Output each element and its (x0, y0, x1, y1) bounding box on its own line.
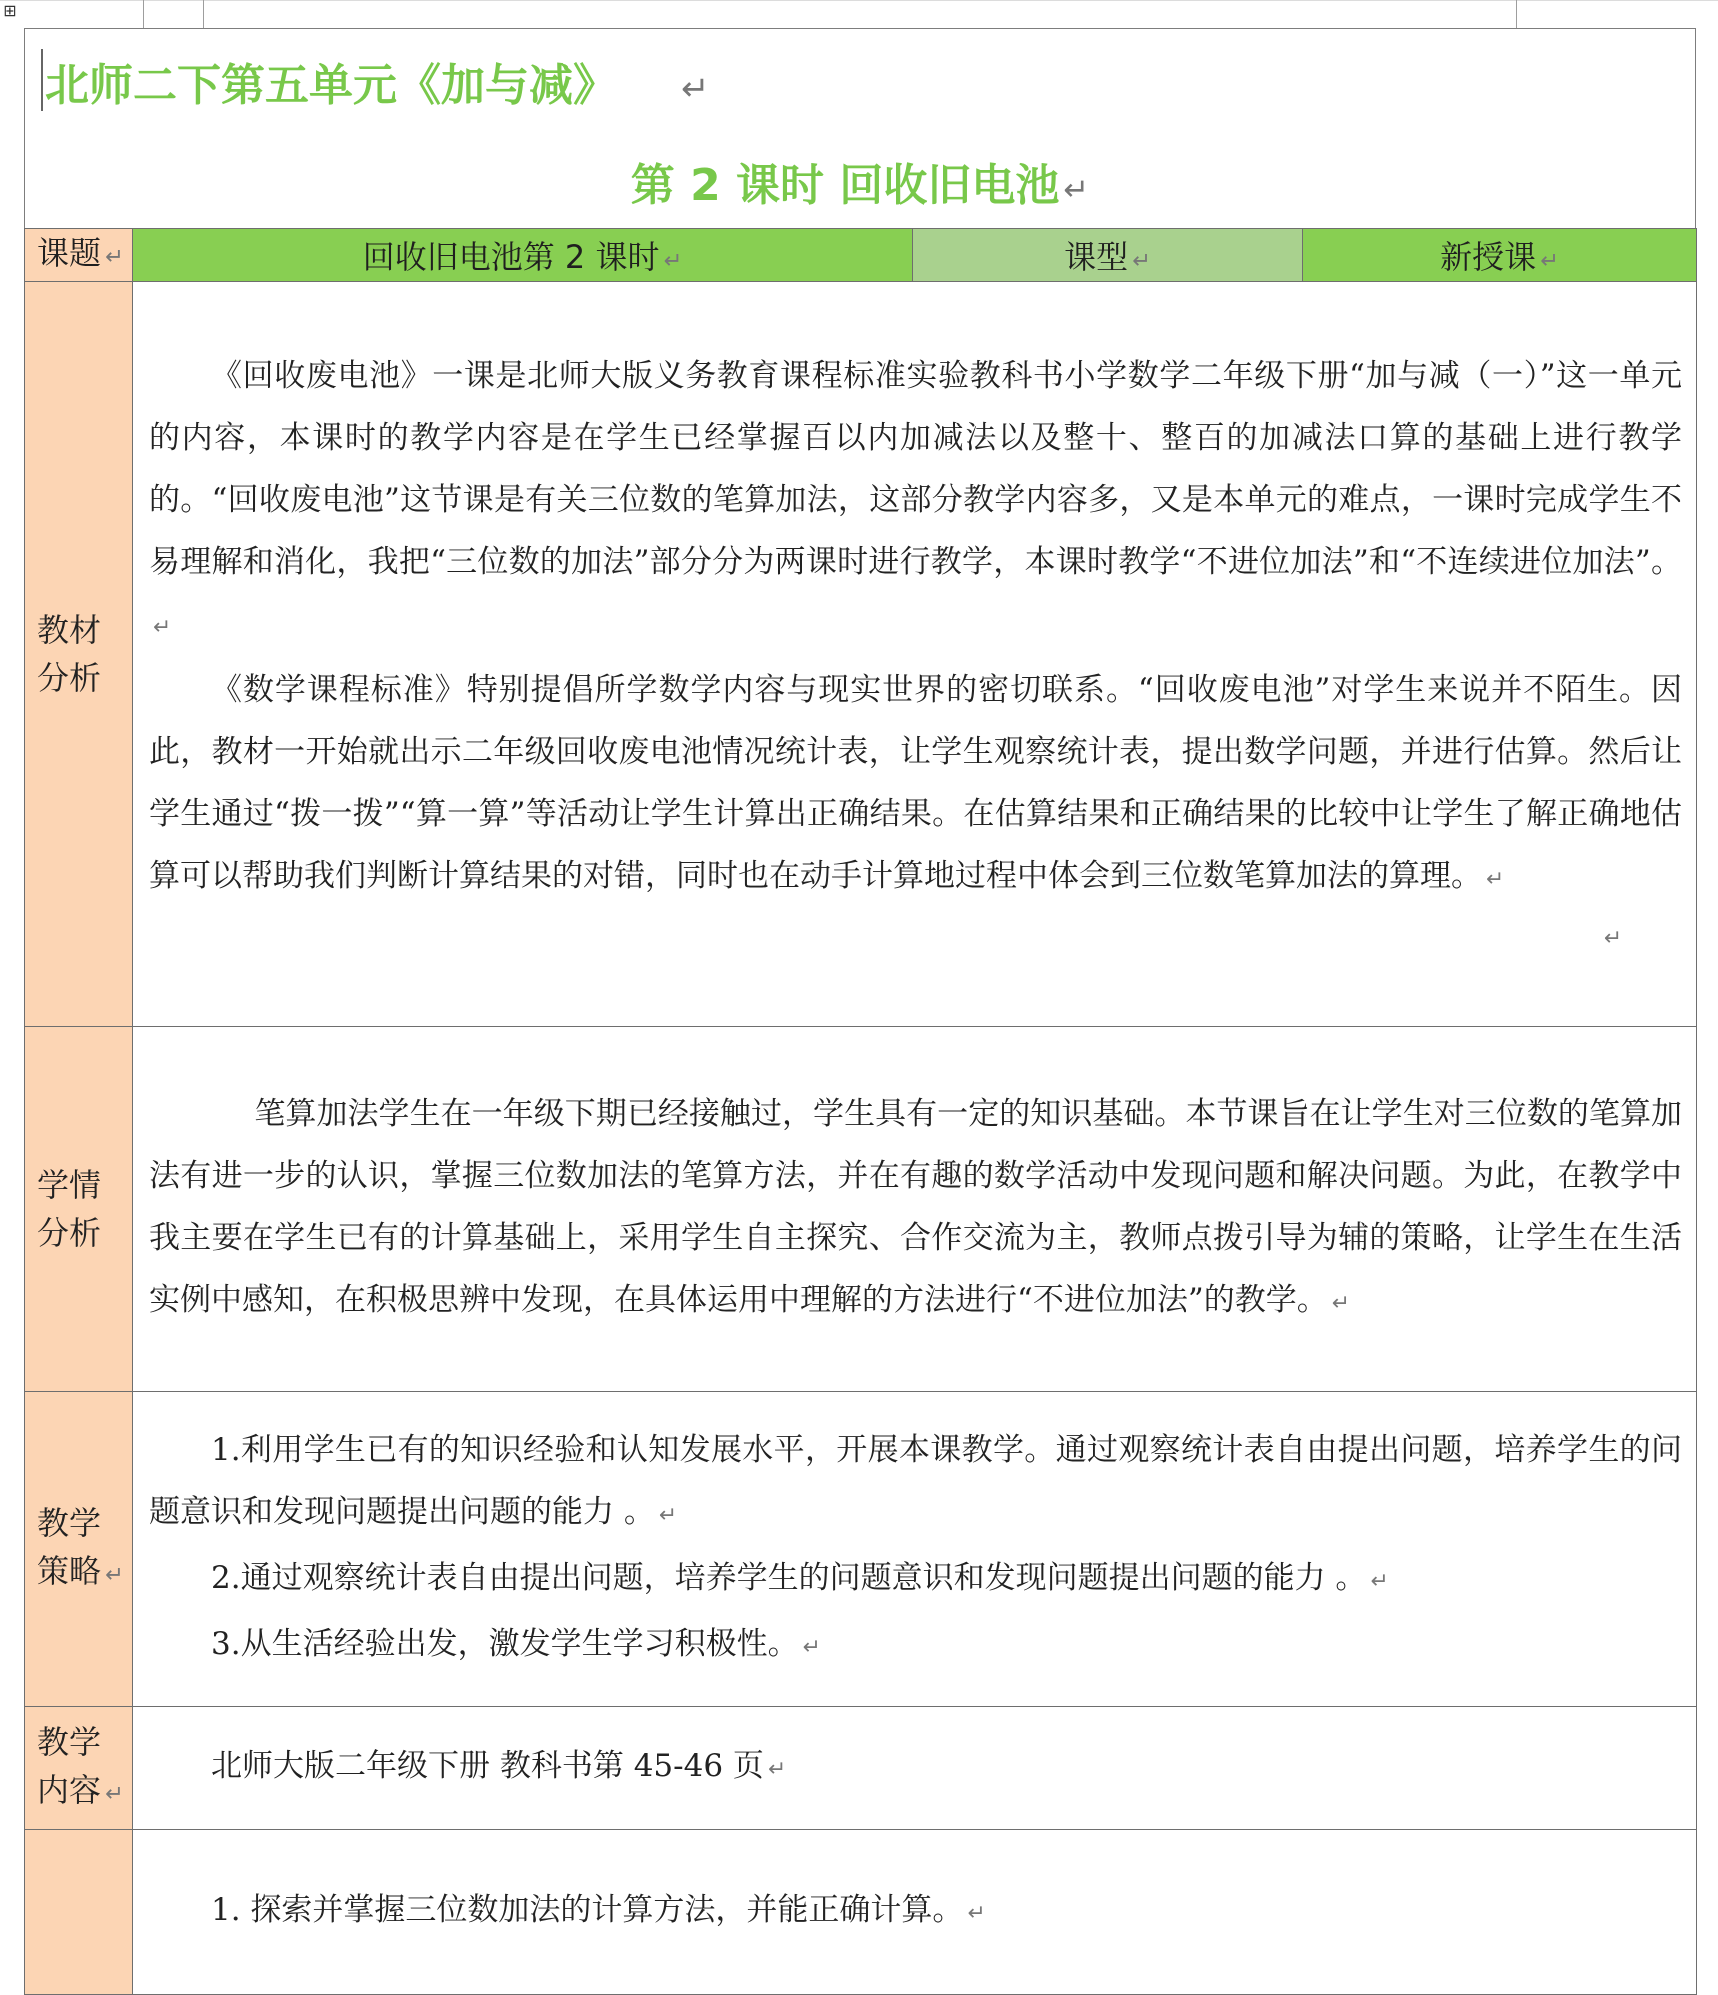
cell-end-mark-icon: ↵ (663, 248, 683, 274)
table-row-material-analysis (25, 282, 1697, 1027)
content-paragraph (149, 1735, 1682, 1801)
student-label: 学情分析 (37, 1166, 102, 1252)
paragraph-mark-icon: ↵ (802, 1635, 821, 1660)
strategy-item-3 (149, 1613, 1682, 1679)
cell-type-label[interactable] (913, 229, 1303, 282)
student-text: 笔算加法学生在一年级下期已经接触过，学生具有一定的知识基础。本节课旨在让学生对三位数的笔算加法有进一步的认识，掌握三位数加法的笔算方法，并在有趣的数学活动中发现问题和解决问题。为此，在教学中我主要在学生已有的计算基础上，采用学生自主探究、合作交流为主，教师点拨引导为辅的策略，让学生在生活实例中感知，在积极思辨中发现，在具体运用中理解的方法进行“不进位加法”的教学。 (149, 1096, 1682, 1318)
paragraph-mark-icon: ↵ (1603, 926, 1622, 951)
subtitle-text: 第 2 课时 回收旧电池 (630, 160, 1060, 211)
analysis-paragraph-2 (149, 659, 1682, 911)
ruler-tick (1516, 0, 1517, 28)
title-block (24, 28, 1696, 228)
type-label: 课型 (1064, 238, 1129, 276)
cell-content-label[interactable] (25, 1707, 133, 1830)
cell-student-label[interactable] (25, 1027, 133, 1392)
ruler-tick (203, 0, 204, 28)
analysis-text-2: 《数学课程标准》特别提倡所学数学内容与现实世界的密切联系。“回收废电池”对学生来说并不陌生。因此，教材一开始就出示二年级回收废电池情况统计表，让学生观察统计表，提出数学问题，并进行估算。然后让学生通过“拨一拨”“算一算”等活动让学生计算出正确结果。在估算结果和正确结果的比较中让学生了解正确地估算可以帮助我们判断计算结果的对错，同时也在动手计算地过程中体会到三位数笔算加法的算理。 (149, 672, 1682, 894)
topic-value: 回收旧电池第 2 课时 (362, 238, 660, 276)
table-row-topic (25, 229, 1697, 282)
strategy-item-1 (149, 1419, 1682, 1547)
strategy-label: 教学策略 (37, 1504, 102, 1590)
cell-topic-value[interactable] (133, 229, 913, 282)
table-move-handle-icon[interactable]: ⊞ (3, 0, 17, 20)
title-text: 北师二下第五单元《加与减》 (45, 60, 617, 111)
cell-strategy-label[interactable] (25, 1392, 133, 1707)
cell-student-body[interactable] (133, 1027, 1697, 1392)
ruler-tick (143, 0, 144, 28)
ruler-top-line (0, 0, 1718, 1)
paragraph-mark-icon: ↵ (1331, 1291, 1350, 1316)
paragraph-mark-icon: ↵ (681, 69, 710, 109)
paragraph-mark-icon: ↵ (967, 1901, 986, 1926)
cell-type-value[interactable] (1303, 229, 1697, 282)
empty-paragraph (149, 911, 1682, 963)
strategy-text-1: 1.利用学生已有的知识经验和认知发展水平，开展本课教学。通过观察统计表自由提出问题，培养学生的问题意识和发现问题提出问题的能力 。 (149, 1432, 1682, 1530)
cell-content-body[interactable] (133, 1707, 1697, 1830)
content-label: 教学内容 (37, 1723, 102, 1809)
table-row-teaching-strategy (25, 1392, 1697, 1707)
strategy-text-3: 3.从生活经验出发，激发学生学习积极性。 (211, 1626, 799, 1662)
content-text: 北师大版二年级下册 教科书第 45-46 页 (211, 1748, 764, 1784)
goal-text-1: 1. 探索并掌握三位数加法的计算方法，并能正确计算。 (211, 1892, 964, 1928)
cell-goal-body[interactable] (133, 1830, 1697, 1995)
cell-analysis-label[interactable] (25, 282, 133, 1027)
cell-end-mark-icon: ↵ (1540, 248, 1559, 274)
cell-analysis-body[interactable] (133, 282, 1697, 1027)
student-paragraph (149, 1083, 1682, 1335)
table-row-teaching-content (25, 1707, 1697, 1830)
paragraph-mark-icon: ↵ (767, 1757, 787, 1782)
paragraph-mark-icon: ↵ (1063, 172, 1090, 208)
paragraph-mark-icon: ↵ (1486, 867, 1505, 892)
type-value: 新授课 (1440, 238, 1537, 276)
text-cursor (41, 49, 43, 111)
strategy-item-2 (149, 1547, 1682, 1613)
topic-label: 课题 (37, 234, 102, 272)
paragraph-mark-icon: ↵ (153, 615, 172, 640)
document-page (24, 28, 1696, 1928)
strategy-text-2: 2.通过观察统计表自由提出问题，培养学生的问题意识和发现问题提出问题的能力 。 (211, 1560, 1367, 1596)
analysis-label: 教材分析 (37, 611, 102, 697)
cell-topic-label[interactable] (25, 229, 133, 282)
ruler-strip (0, 0, 1718, 28)
table-row-teaching-goal (25, 1830, 1697, 1995)
analysis-paragraph-1 (149, 345, 1682, 659)
page-subtitle[interactable] (25, 149, 1695, 213)
cell-end-mark-icon: ↵ (105, 1562, 124, 1588)
goal-item-1 (149, 1879, 1682, 1945)
cell-end-mark-icon: ↵ (105, 1781, 124, 1807)
table-row-student-analysis (25, 1027, 1697, 1392)
paragraph-mark-icon: ↵ (658, 1503, 678, 1528)
lesson-plan-table (24, 228, 1697, 1995)
analysis-text-1: 《回收废电池》一课是北师大版义务教育课程标准实验教科书小学数学二年级下册“加与减（一）”这一单元的内容，本课时的教学内容是在学生已经掌握百以内加减法以及整十、整百的加减法口算的基础上进行教学的。“回收废电池”这节课是有关三位数的笔算加法，这部分教学内容多，又是本单元的难点，一课时完成学生不易理解和消化，我把“三位数的加法”部分分为两课时进行教学，本课时教学“不进位加法”和“不连续进位加法”。 (149, 358, 1682, 580)
cell-strategy-body[interactable] (133, 1392, 1697, 1707)
cell-goal-label[interactable] (25, 1830, 133, 1995)
cell-end-mark-icon: ↵ (105, 244, 124, 270)
paragraph-mark-icon: ↵ (1370, 1569, 1389, 1594)
cell-end-mark-icon: ↵ (1132, 248, 1151, 274)
page-title[interactable] (45, 49, 710, 113)
